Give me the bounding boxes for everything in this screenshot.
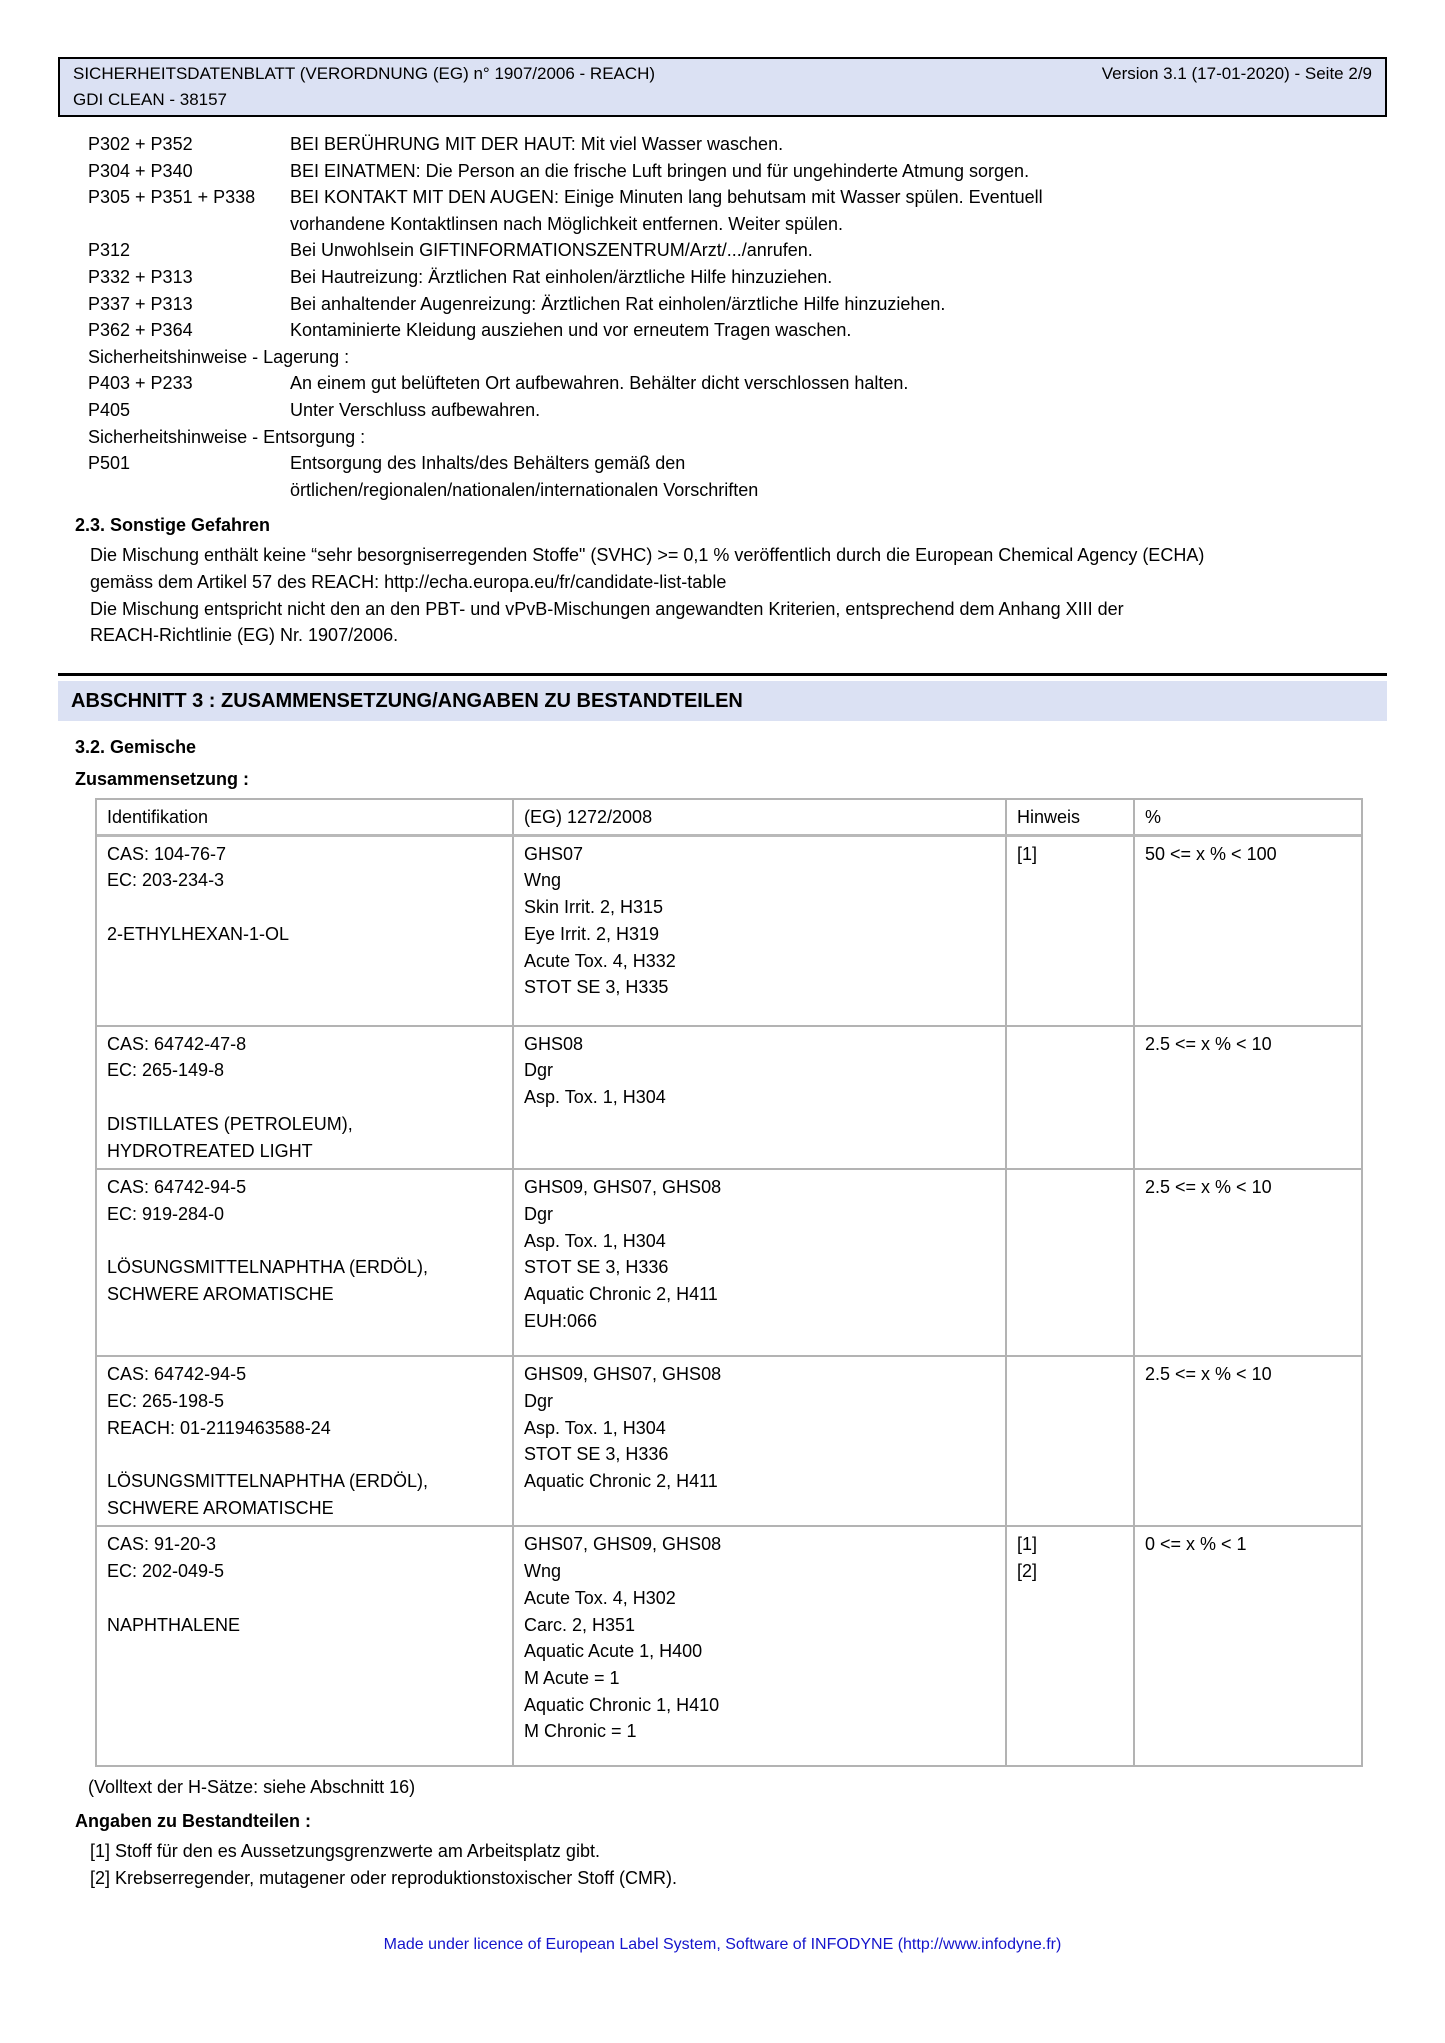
identification-line	[107, 1585, 504, 1612]
precaution-text-line: Unter Verschluss aufbewahren.	[290, 399, 541, 420]
identification-line	[107, 1228, 504, 1255]
classification-line: EUH:066	[524, 1310, 598, 1331]
document-header	[58, 57, 1387, 117]
classification-line: Asp. Tox. 1, H304	[524, 1230, 666, 1251]
cell-hinweis	[1007, 1357, 1135, 1525]
version-page-info: Version 3.1 (17-01-2020) - Seite 2/9	[1101, 64, 1372, 83]
precaution-text-line: Kontaminierte Kleidung ausziehen und vor erneutem Tragen waschen.	[290, 320, 852, 341]
composition-table-row	[97, 837, 1361, 1027]
cell-percent	[1135, 1357, 1361, 1525]
classification-line: Asp. Tox. 1, H304	[524, 1417, 666, 1438]
subsection-heading: 3.2. Gemische	[75, 736, 197, 757]
classification-line: Acute Tox. 4, H302	[524, 1587, 676, 1608]
precaution-row	[88, 237, 1445, 264]
classification-line: Wng	[524, 870, 562, 891]
section3-banner: ABSCHNITT 3 : ZUSAMMENSETZUNG/ANGABEN ZU BESTANDTEILEN	[58, 681, 1387, 721]
classification-line: Eye Irrit. 2, H319	[524, 923, 660, 944]
precaution-row	[88, 184, 1445, 237]
other-hazards-line: REACH-Richtlinie (EG) Nr. 1907/2006.	[90, 625, 399, 646]
identification-line: CAS: 104-76-7	[107, 843, 227, 864]
classification-line: M Acute = 1	[524, 1667, 620, 1688]
identification-line: CAS: 64742-47-8	[107, 1033, 247, 1054]
precaution-text	[290, 291, 1280, 318]
precaution-row	[88, 317, 1445, 344]
identification-line: 2-ETHYLHEXAN-1-OL	[107, 923, 290, 944]
percent-line: 2.5 <= x % < 10	[1145, 1033, 1272, 1054]
identification-line: CAS: 64742-94-5	[107, 1177, 247, 1198]
composition-label: Zusammensetzung :	[75, 768, 250, 789]
percent-line: 0 <= x % < 1	[1145, 1534, 1247, 1555]
classification-line: Dgr	[524, 1203, 554, 1224]
component-note: [1] Stoff für den es Aussetzungsgrenzwerte am Arbeitsplatz gibt.	[90, 1841, 600, 1862]
precaution-text-line: BEI KONTAKT MIT DEN AUGEN: Einige Minuten lang behutsam mit Wasser spülen. Eventuell	[290, 187, 1043, 208]
section-divider-rule	[58, 673, 1387, 676]
classification-line: GHS07, GHS09, GHS08	[524, 1534, 722, 1555]
classification-line: Dgr	[524, 1060, 554, 1081]
identification-line: CAS: 64742-94-5	[107, 1364, 247, 1385]
classification-line: GHS08	[524, 1033, 584, 1054]
other-hazards-line: gemäss dem Artikel 57 des REACH: http://echa.europa.eu/fr/candidate-list-table	[90, 571, 727, 592]
component-notes	[90, 1838, 1445, 1891]
precaution-text	[290, 317, 1280, 344]
document-title: SICHERHEITSDATENBLATT (VERORDNUNG (EG) n° 1907/2006 - REACH)	[73, 64, 656, 83]
column-header: %	[1145, 806, 1162, 827]
cell-classification	[514, 1527, 1007, 1765]
precaution-text-line: An einem gut belüfteten Ort aufbewahren. Behälter dicht verschlossen halten.	[290, 373, 909, 394]
identification-line: REACH: 01-2119463588-24	[107, 1417, 331, 1438]
percent-line: 2.5 <= x % < 10	[1145, 1364, 1272, 1385]
precaution-text	[290, 131, 1280, 158]
identification-line: EC: 265-198-5	[107, 1390, 225, 1411]
precaution-row	[88, 131, 1445, 158]
other-hazards-paragraph	[90, 542, 1445, 648]
precaution-row	[88, 370, 1445, 397]
precaution-row	[88, 397, 1445, 424]
cell-identification	[97, 1527, 514, 1765]
fulltext-note: (Volltext der H-Sätze: siehe Abschnitt 16)	[88, 1777, 416, 1798]
other-hazards-line: Die Mischung entspricht nicht den an den PBT- und vPvB-Mischungen angewandten Kriterien, entsprechend dem Anhang XIII der	[90, 598, 1124, 619]
precaution-text-line: örtlichen/regionalen/nationalen/internationalen Vorschriften	[290, 479, 759, 500]
components-heading: Angaben zu Bestandteilen :	[75, 1811, 312, 1832]
cell-percent	[1135, 837, 1361, 1025]
cell-classification	[514, 1027, 1007, 1169]
identification-line: HYDROTREATED LIGHT	[107, 1140, 313, 1161]
precaution-text-line: BEI BERÜHRUNG MIT DER HAUT: Mit viel Wasser waschen.	[290, 134, 784, 154]
cell-classification	[514, 1357, 1007, 1525]
identification-line: SCHWERE AROMATISCHE	[107, 1497, 334, 1518]
cell-identification	[97, 1170, 514, 1355]
identification-line	[107, 1084, 504, 1111]
cell-hinweis	[1007, 1027, 1135, 1169]
classification-line: STOT SE 3, H335	[524, 977, 669, 998]
identification-line: LÖSUNGSMITTELNAPHTHA (ERDÖL),	[107, 1471, 429, 1492]
precaution-text-line: Entsorgung des Inhalts/des Behälters gemäß den	[290, 453, 686, 474]
precaution-row	[88, 450, 1445, 503]
precaution-text	[290, 370, 1280, 397]
precaution-code: P332 + P313	[88, 266, 193, 287]
hinweis-line: [2]	[1017, 1561, 1038, 1582]
precaution-code: P403 + P233	[88, 373, 193, 394]
product-name: GDI CLEAN - 38157	[73, 90, 228, 109]
cell-percent	[1135, 1170, 1361, 1355]
cell-identification	[97, 837, 514, 1025]
composition-table-row	[97, 1357, 1361, 1527]
precaution-text	[290, 237, 1280, 264]
precaution-text	[290, 397, 1280, 424]
other-hazards-heading: 2.3. Sonstige Gefahren	[75, 515, 271, 536]
classification-line: Skin Irrit. 2, H315	[524, 897, 664, 918]
classification-line: Dgr	[524, 1390, 554, 1411]
identification-line: LÖSUNGSMITTELNAPHTHA (ERDÖL),	[107, 1257, 429, 1278]
precaution-code: P501	[88, 453, 131, 474]
classification-line: Asp. Tox. 1, H304	[524, 1087, 666, 1108]
composition-table-row	[97, 1027, 1361, 1171]
identification-line: DISTILLATES (PETROLEUM),	[107, 1113, 353, 1134]
identification-line: CAS: 91-20-3	[107, 1534, 217, 1555]
other-hazards-line: Die Mischung enthält keine “sehr besorgniserregenden Stoffe" (SVHC) >= 0,1 % veröffentlich durch die European Chemical Agency (ECHA)	[90, 545, 1205, 566]
precaution-text-line: BEI EINATMEN: Die Person an die frische Luft bringen und für ungehinderte Atmung sorgen.	[290, 160, 1030, 181]
precaution-code: P362 + P364	[88, 320, 193, 341]
classification-line: GHS09, GHS07, GHS08	[524, 1364, 722, 1385]
classification-line: Carc. 2, H351	[524, 1614, 636, 1635]
cell-identification	[97, 1027, 514, 1169]
classification-line: GHS07	[524, 843, 584, 864]
footer-credit-link[interactable]: Made under licence of European Label System, Software of INFODYNE (http://www.infodyne.fr)	[383, 1936, 1062, 1954]
classification-line: Aquatic Acute 1, H400	[524, 1641, 703, 1662]
classification-line: Wng	[524, 1561, 562, 1582]
cell-hinweis	[1007, 1527, 1135, 1765]
classification-line: GHS09, GHS07, GHS08	[524, 1177, 722, 1198]
cell-percent	[1135, 1027, 1361, 1169]
cell-hinweis	[1007, 837, 1135, 1025]
column-header: Hinweis	[1007, 800, 1135, 834]
precaution-code: P304 + P340	[88, 160, 193, 181]
identification-line	[107, 894, 504, 921]
classification-line: Acute Tox. 4, H332	[524, 950, 676, 971]
precaution-code: P305 + P351 + P338	[88, 187, 256, 208]
precaution-row	[88, 264, 1445, 291]
classification-line: STOT SE 3, H336	[524, 1257, 669, 1278]
precaution-group-heading: Sicherheitshinweise - Entsorgung :	[88, 426, 366, 447]
identification-line	[107, 1441, 504, 1468]
precaution-code: P337 + P313	[88, 293, 193, 314]
precaution-text	[290, 184, 1280, 237]
hinweis-line: [1]	[1017, 1534, 1038, 1555]
column-header: Identifikation	[97, 800, 514, 834]
precaution-text	[290, 264, 1280, 291]
precaution-text-line: Bei anhaltender Augenreizung: Ärztlichen Rat einholen/ärztliche Hilfe hinzuziehen.	[290, 293, 946, 314]
classification-line: Aquatic Chronic 2, H411	[524, 1284, 718, 1305]
component-note: [2] Krebserregender, mutagener oder reproduktionstoxischer Stoff (CMR).	[90, 1867, 677, 1888]
classification-line: STOT SE 3, H336	[524, 1444, 669, 1465]
precaution-text-line: vorhandene Kontaktlinsen nach Möglichkeit entfernen. Weiter spülen.	[290, 213, 844, 234]
precaution-row	[88, 291, 1445, 318]
precaution-code: P302 + P352	[88, 134, 193, 154]
identification-line: EC: 919-284-0	[107, 1203, 225, 1224]
column-header: (EG) 1272/2008	[514, 800, 1007, 834]
classification-line: Aquatic Chronic 1, H410	[524, 1694, 720, 1715]
cell-identification	[97, 1357, 514, 1525]
precaution-text-line: Bei Hautreizung: Ärztlichen Rat einholen/ärztliche Hilfe hinzuziehen.	[290, 266, 833, 287]
precaution-text	[290, 158, 1280, 185]
composition-table	[95, 798, 1363, 1768]
composition-table-header-row	[97, 800, 1361, 837]
hinweis-line: [1]	[1017, 843, 1038, 864]
precaution-row	[88, 158, 1445, 185]
precaution-group-heading: Sicherheitshinweise - Lagerung :	[88, 346, 350, 367]
percent-line: 50 <= x % < 100	[1145, 843, 1277, 864]
identification-line: EC: 265-149-8	[107, 1060, 225, 1081]
precaution-text-line: Bei Unwohlsein GIFTINFORMATIONSZENTRUM/Arzt/.../anrufen.	[290, 240, 813, 261]
precaution-code: P405	[88, 399, 131, 420]
composition-table-row	[97, 1170, 1361, 1357]
cell-percent	[1135, 1527, 1361, 1765]
precaution-code: P312	[88, 240, 131, 261]
percent-line: 2.5 <= x % < 10	[1145, 1177, 1272, 1198]
cell-hinweis	[1007, 1170, 1135, 1355]
precaution-statements-list	[88, 131, 1445, 503]
composition-table-row	[97, 1527, 1361, 1765]
cell-classification	[514, 837, 1007, 1025]
precaution-text	[290, 450, 1280, 503]
identification-line: SCHWERE AROMATISCHE	[107, 1284, 334, 1305]
identification-line: EC: 202-049-5	[107, 1561, 225, 1582]
identification-line: NAPHTHALENE	[107, 1614, 241, 1635]
classification-line: M Chronic = 1	[524, 1721, 637, 1742]
identification-line: EC: 203-234-3	[107, 870, 225, 891]
cell-classification	[514, 1170, 1007, 1355]
classification-line: Aquatic Chronic 2, H411	[524, 1471, 718, 1492]
